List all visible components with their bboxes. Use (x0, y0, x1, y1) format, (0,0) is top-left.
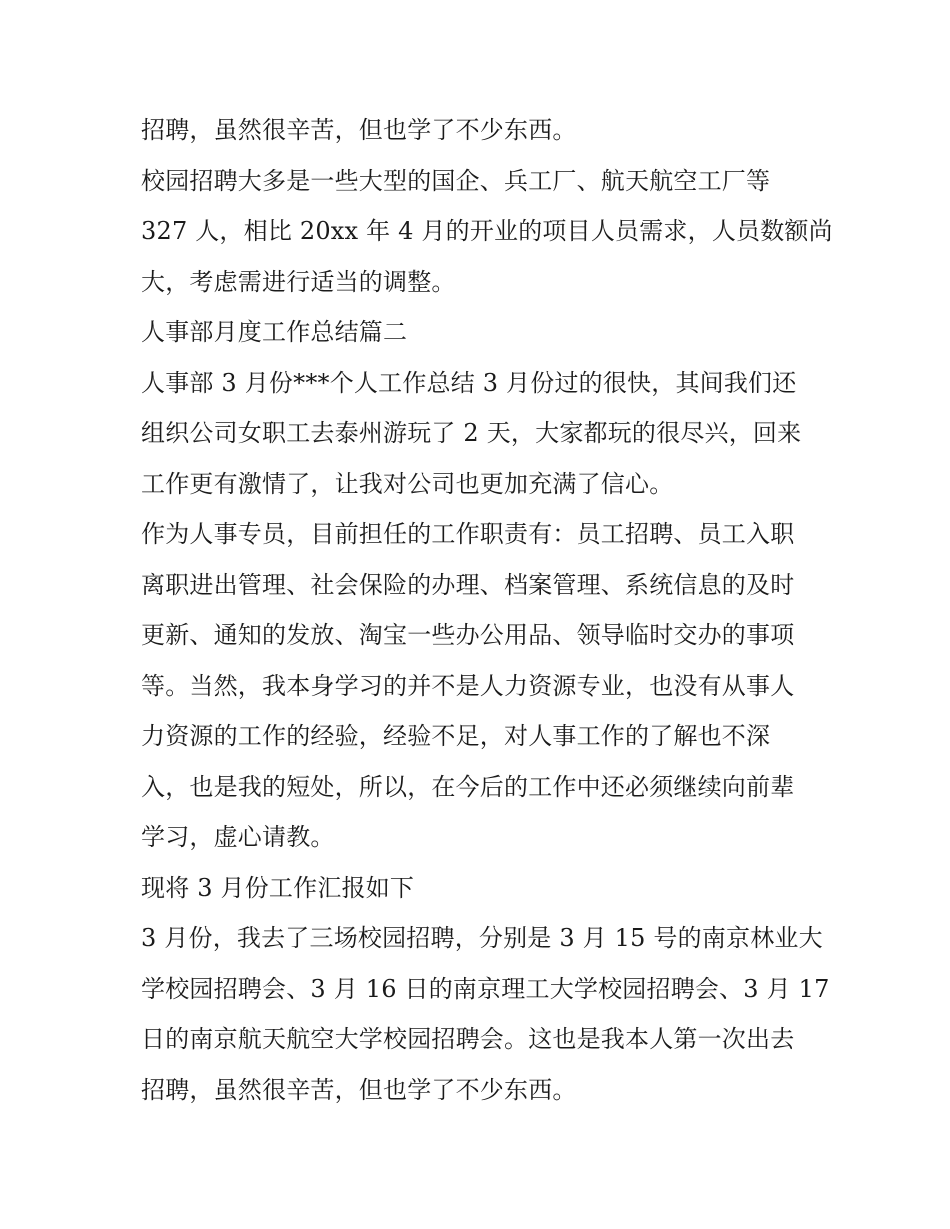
text-line: 现将 3 月份工作汇报如下 (141, 873, 415, 902)
text-line: 学校园招聘会、3 月 16 日的南京理工大学校园招聘会、3 月 17 (141, 974, 830, 1003)
text-line: 更新、通知的发放、淘宝一些办公用品、领导临时交办的事项 (141, 621, 795, 649)
text-line: 招聘，虽然很辛苦，但也学了不少东西。 (141, 1075, 577, 1104)
text-line: 日的南京航天航空大学校园招聘会。这也是我本人第一次出去 (141, 1025, 795, 1053)
text-line: 等。当然，我本身学习的并不是人力资源专业，也没有从事人 (141, 671, 795, 700)
text-line: 学习，虚心请教。 (141, 823, 335, 851)
text-line: 组织公司女职工去泰州游玩了 2 天，大家都玩的很尽兴，回来 (141, 419, 802, 447)
text-line: 招聘，虽然很辛苦，但也学了不少东西。 (141, 116, 577, 144)
text-line: 入，也是我的短处，所以，在今后的工作中还必须继续向前辈 (141, 772, 795, 801)
document-body (141, 105, 831, 1115)
text-line: 3 月份，我去了三场校园招聘，分别是 3 月 15 号的南京林业大 (141, 924, 823, 952)
text-line: 327 人，相比 20xx 年 4 月的开业的项目人员需求，人员数额尚 (141, 217, 833, 245)
text-line: 工作更有激情了，让我对公司也更加充满了信心。 (141, 469, 674, 498)
text-line: 大，考虑需进行适当的调整。 (141, 267, 456, 296)
text-line: 作为人事专员，目前担任的工作职责有：员工招聘、员工入职 (141, 520, 795, 548)
section-heading: 人事部月度工作总结篇二 (141, 318, 408, 346)
text-line: 离职进出管理、社会保险的办理、档案管理、系统信息的及时 (141, 570, 795, 599)
text-line: 力资源的工作的经验，经验不足，对人事工作的了解也不深 (141, 722, 771, 750)
text-line: 人事部 3 月份***个人工作总结 3 月份过的很快，其间我们还 (141, 368, 797, 397)
text-line: 校园招聘大多是一些大型的国企、兵工厂、航天航空工厂等 (141, 166, 771, 195)
